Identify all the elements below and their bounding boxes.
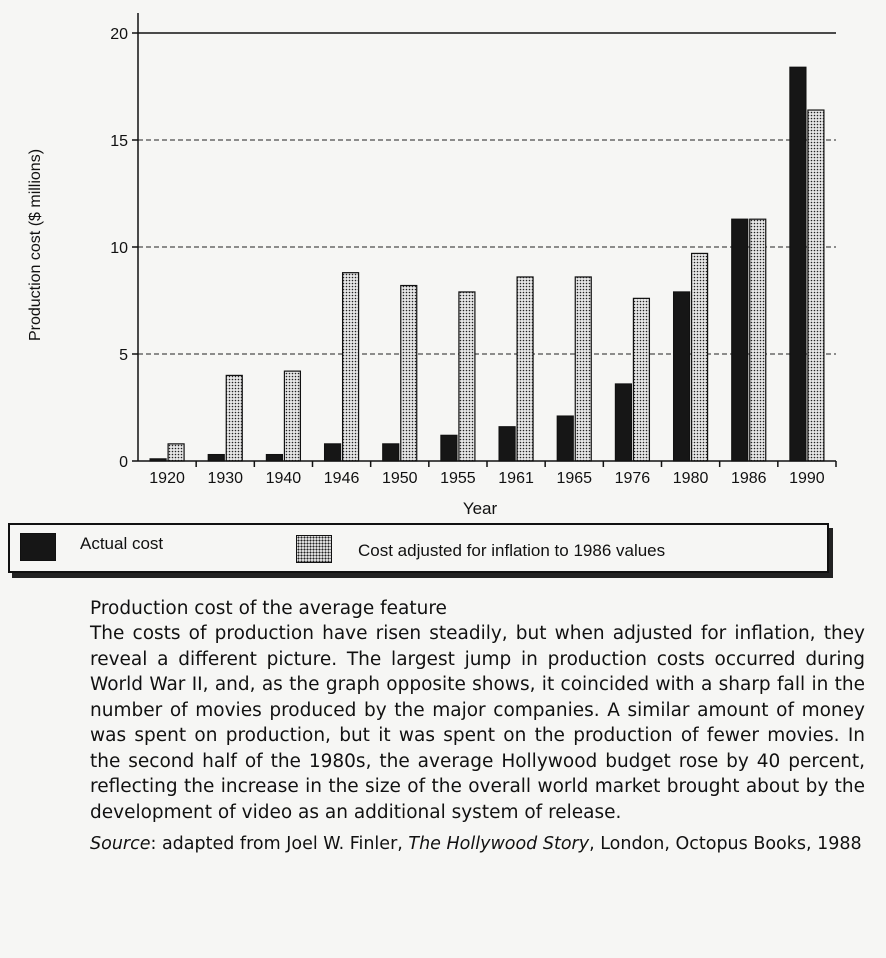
y-tick-label: 0 xyxy=(119,454,128,471)
source-text-2: , London, Octopus Books, 1988 xyxy=(589,834,862,854)
legend xyxy=(8,523,829,573)
bar-actual-cost xyxy=(441,435,457,461)
bar-adjusted-cost xyxy=(808,110,824,461)
y-tick-label: 5 xyxy=(119,347,128,364)
bar-actual-cost xyxy=(674,292,690,461)
bar-actual-cost xyxy=(266,455,282,461)
x-tick-label: 1955 xyxy=(440,470,476,487)
bar-actual-cost xyxy=(383,444,399,461)
bar-actual-cost xyxy=(557,416,573,461)
legend-swatch-adjusted xyxy=(296,535,332,563)
x-tick-label: 1950 xyxy=(381,470,418,487)
caption-source xyxy=(90,833,865,856)
bar-adjusted-cost xyxy=(284,371,300,461)
source-label: Source xyxy=(90,834,151,854)
bar-actual-cost xyxy=(325,444,341,461)
x-tick-label: 1940 xyxy=(265,470,302,487)
x-tick-label: 1920 xyxy=(149,470,185,487)
x-tick-label: 1930 xyxy=(207,470,244,487)
bar-adjusted-cost xyxy=(226,375,242,461)
bar-actual-cost xyxy=(615,384,631,461)
bar-adjusted-cost xyxy=(459,292,475,461)
bar-adjusted-cost xyxy=(168,444,184,461)
bar-adjusted-cost xyxy=(517,277,533,461)
caption-title: Production cost of the average feature xyxy=(90,598,447,619)
legend-label-adjusted: Cost adjusted for inflation to 1986 values xyxy=(358,541,666,560)
source-text-1: : adapted from Joel W. Finler, xyxy=(150,834,409,854)
bar-adjusted-cost xyxy=(575,277,591,461)
caption-body: The costs of production have risen steadily, but when adjusted for inflation, they reveal a different picture. The largest jump in production costs occurred during World War II, and, as the graph opposite shows, it coincided with a sharp fall in the number of movies produced by the major companies. A similar amount of money was spent on production, but it was spent on the production of fewer movies. In the second half of the 1980s, the average Hollywood budget rose by 40 percent, reflecting the increase in the size of the overall world market brought about by the development of video as an additional system of release. xyxy=(90,623,865,823)
source-book: The Hollywood Story xyxy=(408,834,590,854)
bar-actual-cost xyxy=(208,455,224,461)
y-tick-label: 10 xyxy=(110,240,128,257)
bar-actual-cost xyxy=(732,219,748,461)
legend-swatch-actual xyxy=(20,533,56,561)
bar-adjusted-cost xyxy=(750,219,766,461)
caption xyxy=(90,597,865,856)
bar-adjusted-cost xyxy=(401,286,417,461)
x-tick-label: 1976 xyxy=(614,470,651,487)
x-tick-label: 1986 xyxy=(730,470,767,487)
y-tick-label: 15 xyxy=(110,133,128,150)
y-axis-label: Production cost ($ millions) xyxy=(27,148,44,342)
y-tick-label: 20 xyxy=(110,26,128,43)
x-tick-label: 1990 xyxy=(789,470,825,487)
x-tick-label: 1965 xyxy=(556,470,593,487)
legend-label-actual: Actual cost xyxy=(80,534,164,553)
x-tick-label: 1961 xyxy=(498,470,534,487)
bar-adjusted-cost xyxy=(343,273,359,461)
x-axis-label: Year xyxy=(462,499,498,518)
bar-adjusted-cost xyxy=(633,298,649,461)
bar-actual-cost xyxy=(499,427,515,461)
bar-adjusted-cost xyxy=(692,253,708,461)
x-tick-label: 1946 xyxy=(323,470,360,487)
x-tick-label: 1980 xyxy=(672,470,709,487)
bar-actual-cost xyxy=(790,67,806,461)
